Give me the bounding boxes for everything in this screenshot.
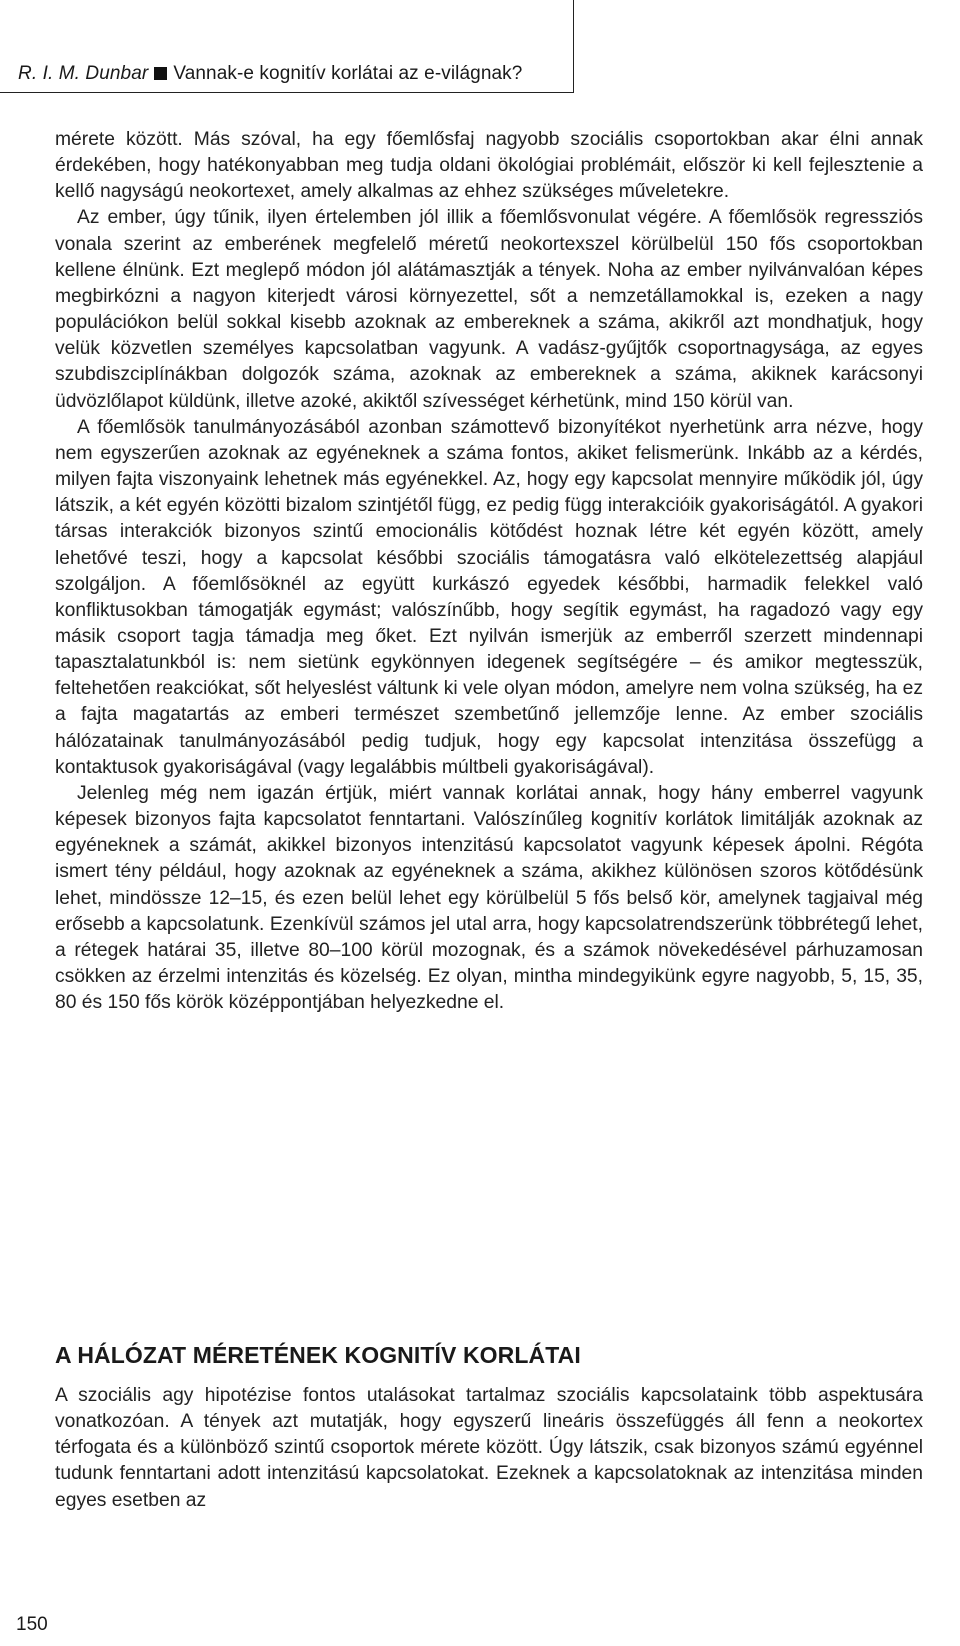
section-text [55,1383,923,1514]
paragraph-1: mérete között. Más szóval, ha egy főemlősfaj nagyobb szociális csoportokban akar élni annak érdekében, hogy hatékonyabban meg tudja oldani ökológiai problémáit, először ki kell fejlesztenie a kellő nagyságú neokortexet, amely alkalmas az ehhez szükséges műveletekre. [55,129,923,203]
paragraph-2: Az ember, úgy tűnik, ilyen értelemben jól illik a főemlősvonulat végére. A főemlősök regressziós vonala szerint az emberének megfelelő méretű neokortexszel körülbelül 150 fős csoportokban kellene élnünk. Ezt meglepő módon jól alátámasztják a tények. Noha az ember nyilvánvalóan képes megbirkózni a nagyon kiterjedt városi környezettel, sőt a nemzetállamokkal is, ezeken a nagy populációkon belül sokkal kisebb azoknak az embereknek a száma, akikről azt mondhatjuk, hogy velük közvetlen személyes kapcsolatban vagyunk. A vadász-gyűjtők csoportnagysága, az egyes szubdiszciplínákban dolgozók száma, azoknak az embereknek a száma, akiknek karácsonyi üdvözlőlapot küldünk, illetve azoké, akiktől szívességet kérhetünk, mind 150 körül van. [55,207,923,412]
body-text [55,127,923,1016]
running-head-title: Vannak-e kognitív korlátai az e-világnak? [173,63,523,84]
paragraph-4: Jelenleg még nem igazán értjük, miért vannak korlátai annak, hogy hány emberrel vagyunk képesek bizonyos fajta kapcsolatot fenntartani. Valószínűleg kognitív korlátok limitálják azoknak az egyéneknek a számát, akikkel bizonyos intenzitású kapcsolatot vagyunk képesek ápolni. Régóta ismert tény például, hogy azoknak az egyéneknek a száma, akikhez különösen szoros kötődésünk lehet, mindössze 12–15, és ezen belül lehet egy körülbelül 5 fős belső kör, amelynek tagjaival még erősebb a kapcsolatunk. Ezenkívül számos jel utal arra, hogy kapcsolatrendszerünk többrétegű lehet, a rétegek határai 35, illetve 80–100 körül mozognak, és a számok növekedésével párhuzamosan csökken az érzelmi intenzitás és közelség. Ez olyan, mintha mindegyikünk egyre nagyobb, 5, 15, 35, 80 és 150 fős körök középpontjában helyezkedne el. [55,782,923,1014]
section-heading: A HÁLÓZAT MÉRETÉNEK KOGNITÍV KORLÁTAI [55,1342,581,1368]
page-number: 150 [16,1614,48,1635]
running-head-author: R. I. M. Dunbar [18,63,149,84]
running-head [18,63,522,85]
section-paragraph: A szociális agy hipotézise fontos utalásokat tartalmaz szociális kapcsolataink több aspektusára vonatkozóan. A tények azt mutatják, hogy egyszerű lineáris összefüggés áll fenn a neokortex térfogata és a különböző szintű csoportok mérete között. Úgy látszik, csak bizonyos számú egyénnel tudunk fenntartani adott intenzitású kapcsolatokat. Ezeknek a kapcsolatoknak az intenzitása minden egyes esetben az [55,1385,923,1511]
square-bullet-icon [154,67,167,80]
paragraph-3: A főemlősök tanulmányozásából azonban számottevő bizonyítékot nyerhetünk arra nézve, hogy nem egyszerűen azoknak az egyéneknek a száma fontos, akiket felismerünk. Inkább az a kérdés, milyen fajta viszonyaink lehetnek más egyénekkel. Az, hogy egy kapcsolat mennyire működik jól, úgy látszik, a két egyén közötti bizalom szintjétől függ, ez pedig függ interakcióik gyakoriságától. A gyakori társas interakciók bizonyos szintű emocionális kötődést hoznak létre két egyén között, amely lehetővé teszi, hogy a kapcsolat későbbi szociális támogatásra való elkötelezettség alapjául szolgáljon. A főemlősöknél az együtt kurkászó egyedek későbbi, harmadik felekkel való konfliktusokban támogatják egymást; valószínűbb, hogy segítik egymást, ha ragadozó vagy egy másik csoport tagja támadja meg őket. Ezt nyilván ismerjük az emberről szerzett mindennapi tapasztalatunkból is: nem sietünk egykönnyen idegenek segítségére – és amikor megtesszük, feltehetően reakciókat, sőt helyeslést váltunk ki vele olyan módon, amelyre nem volna szükség, ha ez a fajta magatartás az emberi természet szembetűnő jellemzője lenne. Az ember szociális hálózatainak tanulmányozásából pedig tudjuk, hogy egy kapcsolat intenzitása összefügg a kontaktusok gyakoriságával (vagy legalábbis múltbeli gyakoriságával). [55,416,923,778]
